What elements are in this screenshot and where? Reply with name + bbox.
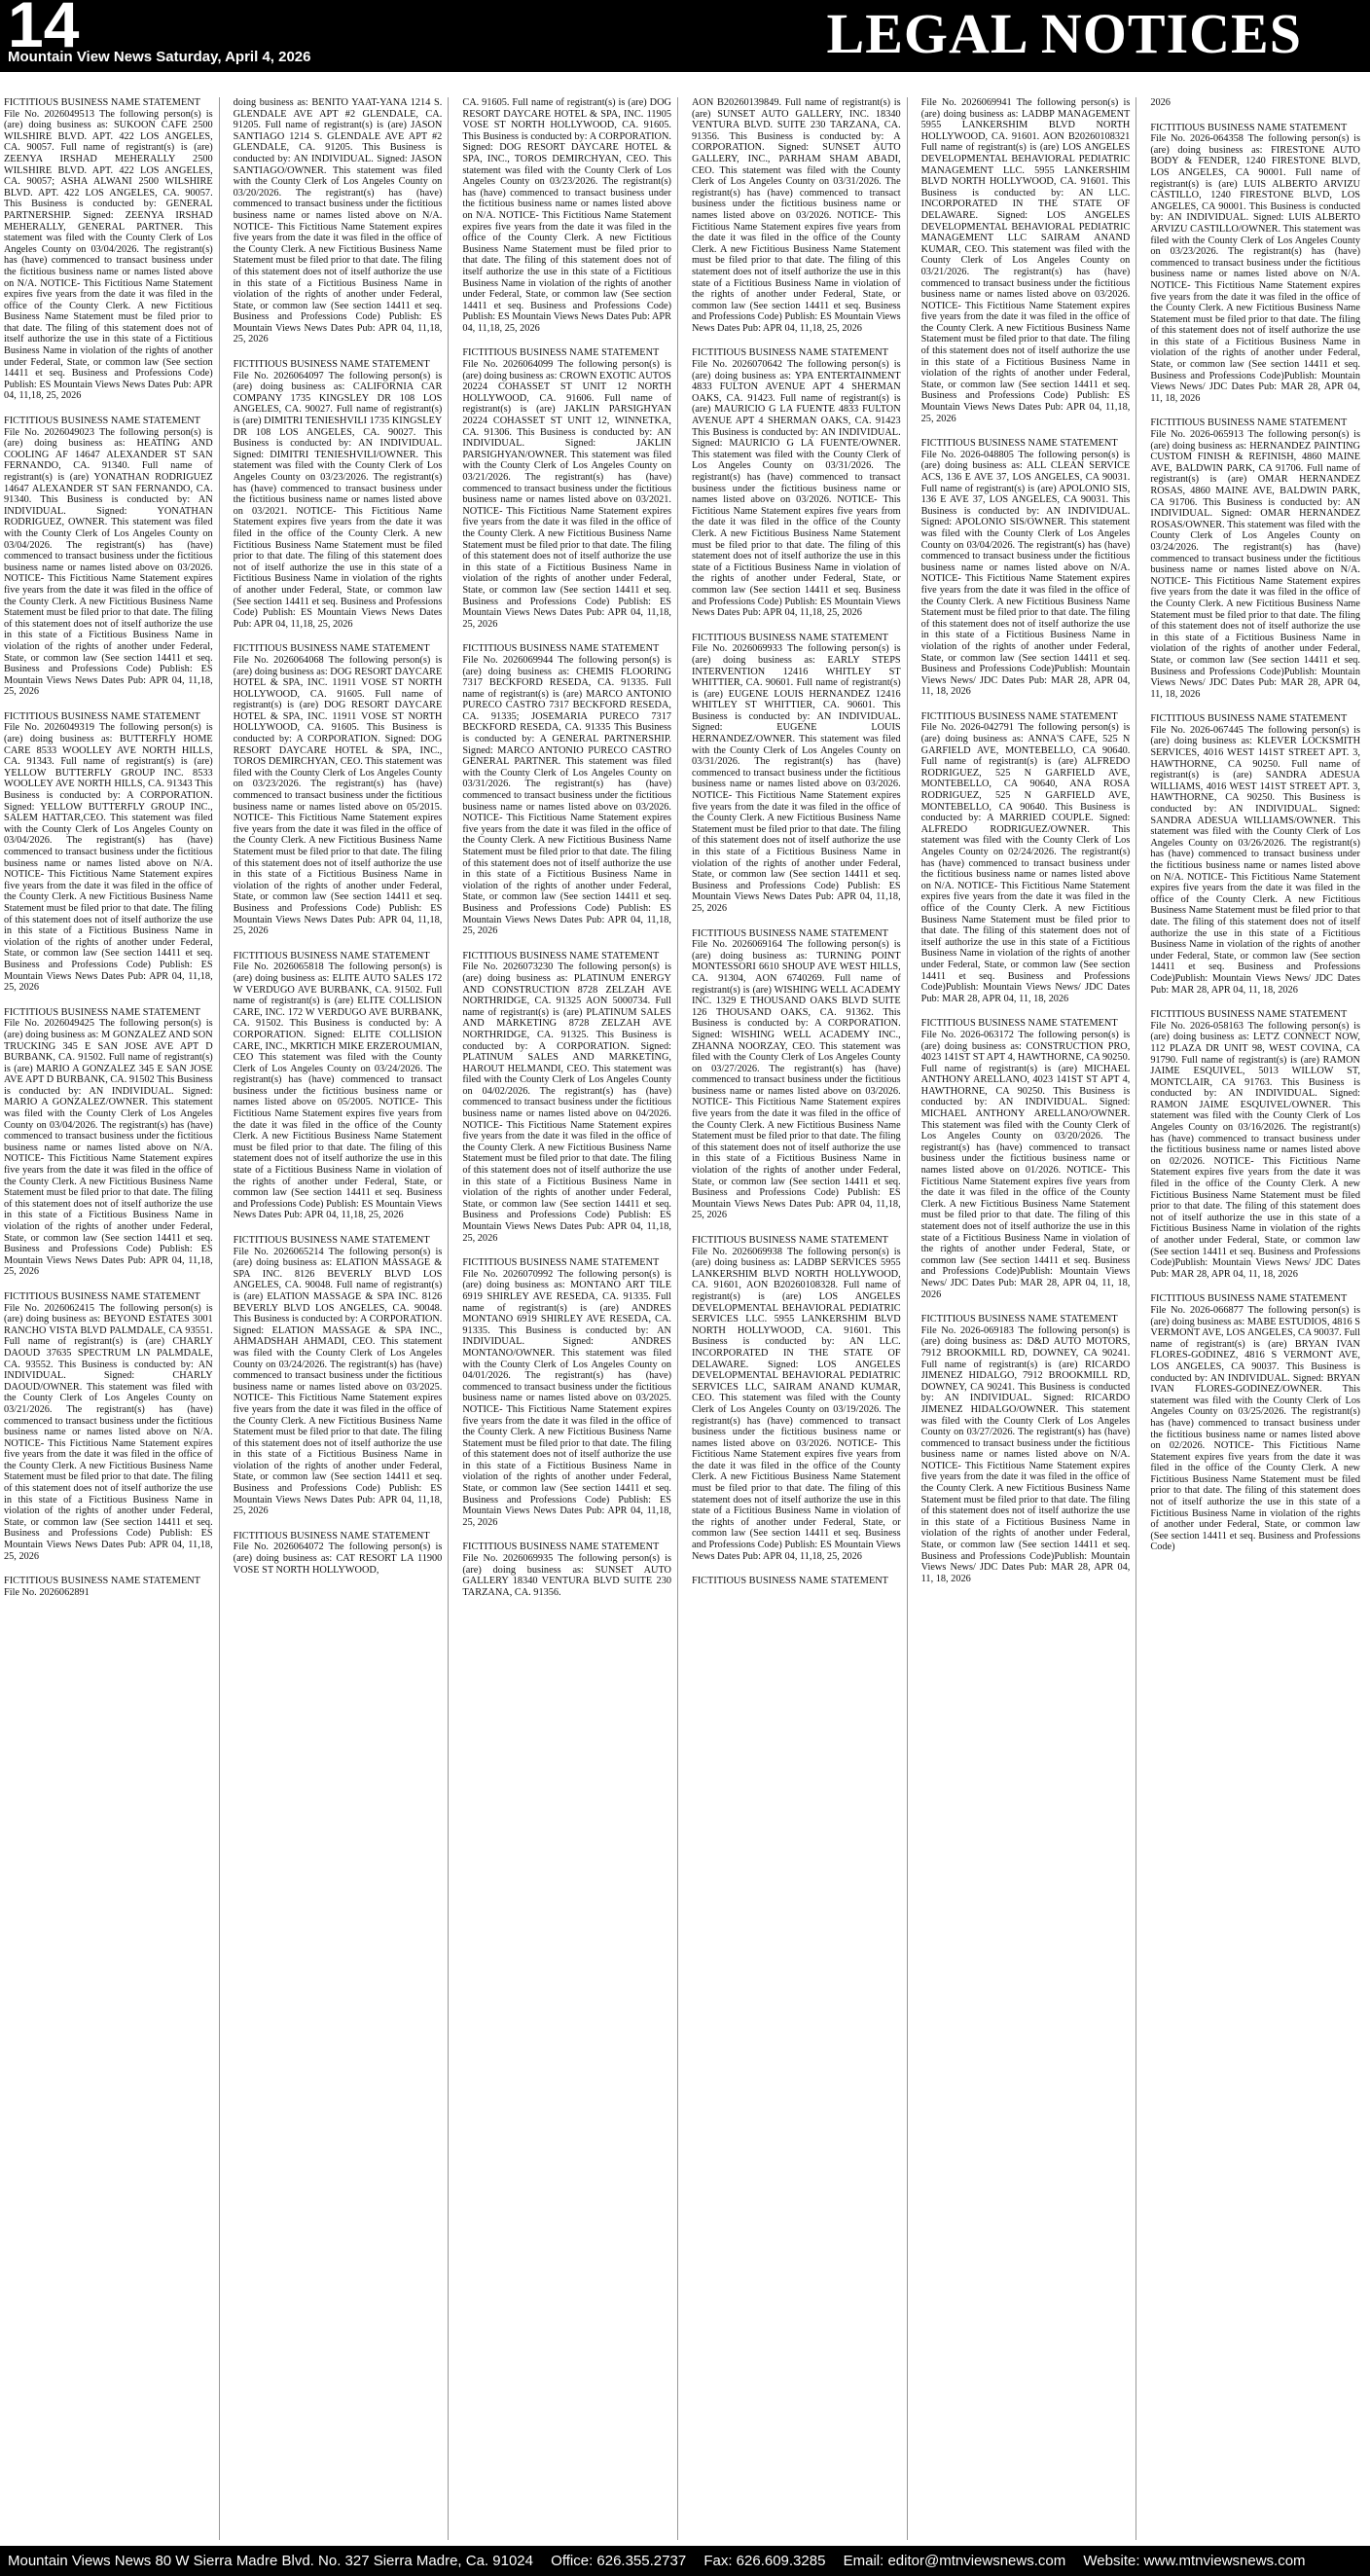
notice: [4, 1291, 213, 1562]
notice: [921, 438, 1131, 698]
notice: [234, 951, 443, 1221]
section-title: LEGAL NOTICES: [826, 2, 1302, 65]
notice: [462, 97, 671, 334]
notice: [462, 347, 671, 630]
notice-title: FICTITIOUS BUSINESS NAME STATEMENT: [1150, 417, 1348, 429]
notice: [692, 1235, 901, 1562]
notice: [692, 347, 901, 618]
notice-title: FICTITIOUS BUSINESS NAME STATEMENT: [4, 1290, 200, 1302]
notice-body: File No. 2026-058163 The following person(s) is (are) doing business as: LET'Z CONNECT NOW, 112 PLAZA DR UNIT 98, WEST COVINA, CA 91790. Full name of registrant(s) is (are) RAMON JAIME ESQUIVEL, 5013 WILLOW ST, MONTCLAIR, CA 91763. This Business is conducted by: AN INDIVIDUAL. Signed: RAMON JAIME ESQUIVEL/OWNER. This statement was filed with the County Clerk of Los Angeles County on 03/16/2026. The registrant(s) has (have) commenced to transact business under the fictitious business name or names listed above on 02/2026. NOTICE- This Fictitious Name Statement expires five years from the date it was filed in the office of the County Clerk. A new Fictitious Business Name Statement must be filed prior to that date. The filing of this statement does not of itself authorize the use in this state of a Fictitious Business Name in violation of the rights of another under Federal, State, or common law (See section 14411 et seq. Business and Professions Code)Publish: Mountain Views News/ JDC Dates Pub: MAR 28, APR 04, 11, 18, 2026: [1150, 1020, 1360, 1280]
notice-column: [921, 97, 1137, 2540]
notice-column: [462, 97, 678, 2540]
notice-body: File No. 2026-048805 The following person(s) is (are) doing business as: ALL CLEAN SERVICE ACS, 136 E AVE 37, LOS ANGELES, CA 90031. Full name of registrant(s) is (are) APOLONIO SIS, 136 E AVE 37, LOS ANGELES, CA 90031. This Business is conducted by: AN INDIVIDUAL. Signed: APOLONIO SIS/OWNER. This statement was filed with the County Clerk of Los Angeles County on 03/04/2026. The registrant(s) has (have) commenced to transact business under the fictitious business name or names listed above on N/A. NOTICE- This Fictitious Name Statement expires five years from the date it was filed in the office of the County Clerk. A new Fictitious Business Name Statement must be filed prior to that date. The filing of this statement does not of itself authorize the use in this state of a Fictitious Business Name in violation of the rights of another under Federal, State, or common law (See section 14411 et seq. Business and Professions Code)Publish: Mountain Views News/ JDC Dates Pub: MAR 28, APR 04, 11, 18, 2026: [920, 449, 1131, 698]
notice: [462, 951, 671, 1244]
notice-title: FICTITIOUS BUSINESS NAME STATEMENT: [4, 416, 200, 427]
notice: [921, 1018, 1131, 1300]
notice: [1150, 417, 1360, 700]
notice: [1150, 1293, 1360, 1553]
footer-address: Mountain Views News 80 W Sierra Madre Blvd. No. 327 Sierra Madre, Ca. 91024: [8, 2553, 533, 2569]
notice: [1150, 713, 1360, 996]
notice-body: doing business as: BENITO YAAT-YANA 1214 S. GLENDALE AVE APT #2 GLENDALE, CA. 91205. Full name of registrant(s) is (are) JASON SANTIAGO 1214 S. GLENDALE AVE APT #2 GLENDALE, CA. 91205. This Business is conducted by: AN INDIVIDUAL. Signed: JASON SANTIAGO/OWNER. This statement was filed with the County Clerk of Los Angeles County on 03/20/2026. The registrant(s) has (have) commenced to transact business under the fictitious business name or names listed above on N/A. NOTICE- This Fictitious Name Statement expires five years from the date it was filed in the office of the County Clerk. A new Fictitious Business Name Statement must be filed prior to that date. The filing of this statement does not of itself authorize the use in this state of a Fictitious Business Name in violation of the rights of another under Federal, State, or common law (See section 14411 et seq. Business and Professions Code) Publish: ES Mountain Views News Dates Pub: APR 04, 11,18, 25, 2026: [233, 97, 443, 345]
notice: [921, 711, 1131, 1004]
notice-body: File No. 2026049513 The following person(s) is (are) doing business as: SUKOON CAFE 2500 WILSHIRE BLVD. APT. 422 LOS ANGELES, CA. 90057. Full name of registrant(s) is (are) ZEENYA IRSHAD MEHERALLY 2500 WILSHIRE BLVD. APT. 422 LOS ANGELES, CA. 90057; ASHA ALWANI 2500 WILSHIRE BLVD. APT. 422 LOS ANGELES, CA. 90057. This Business is conducted by: GENERAL PARTNERSHIP. Signed: ZEENYA IRSHAD MEHERALLY, GENERAL PARTNER. This statement was filed with the County Clerk of Los Angeles County on 03/04/2026. The registrant(s) has (have) commenced to transact business under the fictitious business name or names listed above on N/A. NOTICE- This Fictitious Name Statement expires five years from the date it was filed in the office of the County Clerk. A new Fictitious Business Name Statement must be filed prior to that date. The filing of this statement does not of itself authorize the use in this state of a Fictitious Business Name in violation of the rights of another under Federal, State, or common law (See section 14411 et seq. Business and Professions Code) Publish: ES Mountain Views News Dates Pub: APR 04, 11,18, 25, 2026: [4, 108, 213, 402]
notice-body: File No. 2026069941 The following person(s) is (are) doing business as: LADBP MANAGEMENT 5955 LANKERSHIM BLVD NORTH HOLLYWOOD, CA. 91601. AON B20260108321 Full name of registrant(s) is (are) LOS ANGELES DEVELOPMENTAL BEHAVIORAL PEDIATRIC MANAGEMENT LLC. 5955 LANKERSHIM BLVD NORTH HOLLYWOOD, CA. 91601. This Business is conducted by: AN LLC. INCORPORATED IN THE STATE OF DELAWARE. Signed: LOS ANGELES DEVELOPMENTAL BEHAVIORAL PEDIATRIC MANAGEMENT LLC SAIRAM ANAND KUMAR, CEO. This statement was filed with the County Clerk of Los Angeles County on 03/21/2026. The registrant(s) has (have) commenced to transact business under the fictitious business name or names listed above on 03/2026. NOTICE- This Fictitious Name Statement expires five years from the date it was filed in the office of the County Clerk. A new Fictitious Business Name Statement must be filed prior to that date. The filing of this statement does not of itself authorize the use in this state of a Fictitious Business Name in violation of the rights of another under Federal, State, or common law (See section 14411 et seq. Business and Professions Code) Publish: ES Mountain Views News Dates Pub: APR 04, 11,18, 25, 2026: [920, 97, 1131, 424]
notice-title: FICTITIOUS BUSINESS NAME STATEMENT: [462, 643, 660, 655]
notice: [692, 1576, 901, 1587]
notice-title: FICTITIOUS BUSINESS NAME STATEMENT: [233, 359, 430, 371]
notice-column: [234, 97, 450, 2540]
notice: [1150, 1009, 1360, 1280]
notice-body: File No. 2026049425 The following person(s) is (are) doing business as: M GONZALEZ AND SON TRUCKING 345 E SAN JOSE AVE APT D BURBANK, CA. 91502. Full name of registrant(s) is (are) MARIO A GONZALEZ 345 E SAN JOSE AVE APT D BURBANK, CA. 91502 This Business is conducted by: AN INDIVIDUAL. Signed: MARIO A GONZALEZ/OWNER. This statement was filed with the County Clerk of Los Angeles County on 03/04/2026. The registrant(s) has (have) commenced to transact business under the fictitious business name or names listed above on N/A. NOTICE- This Fictitious Name Statement expires five years from the date it was filed in the office of the County Clerk. A new Fictitious Business Name Statement must be filed prior to that date. The filing of this statement does not of itself authorize the use in this state of a Fictitious Business Name in violation of the rights of another under Federal, State, or common law (See section 14411 et seq. Business and Professions Code) Publish: ES Mountain Views News Dates Pub: APR 04, 11,18, 25, 2026: [4, 1018, 213, 1278]
notice-body: File No. 2026-065913 The following person(s) is (are) doing business as: HERNANDEZ PAINTING CUSTOM FINISH & REFINISH, 4860 MAINE AVE, BALDWIN PARK, CA 91706. Full name of registrant(s) is (are) OMAR HERNANDEZ ROSAS, 4860 MAINE AVE, BALDWIN PARK, CA 91706. This Business is conducted by: AN INDIVIDUAL. Signed: OMAR HERNANDEZ ROSAS/OWNER. This statement was filed with the County Clerk of Los Angeles County on 03/24/2026. The registrant(s) has (have) commenced to transact business under the fictitious business name or names listed above on N/A. NOTICE- This Fictitious Name Statement expires five years from the date it was filed in the office of the County Clerk. A new Fictitious Business Name Statement must be filed prior to that date. The filing of this statement does not of itself authorize the use in this state of a Fictitious Business Name in violation of the rights of another under Federal, State, or common law (See section 14411 et seq. Business and Professions Code)Publish: Mountain Views News/ JDC Dates Pub: MAR 28, APR 04, 11, 18, 2026: [1150, 429, 1360, 700]
notice: [4, 97, 213, 402]
footer-website: Website: www.mtnviewsnews.com: [1083, 2553, 1306, 2569]
notice-body: File No. 2026-069183 The following person(s) is (are) doing business as: D&D AUTO MOTORS, 7912 BROOKMILL RD, DOWNEY, CA 90241. Full name of registrant(s) is (are) RICARDO JIMENEZ HIDALGO, 7912 BROOKMILL RD, DOWNEY, CA 90241. This Business is conducted by: AN INDIVIDUAL. Signed: RICARDO JIMENEZ HIDALGO/OWNER. This statement was filed with the County Clerk of Los Angeles County on 03/27/2026. The registrant(s) has (have) commenced to transact business under the fictitious business name or names listed above on N/A. NOTICE- This Fictitious Name Statement expires five years from the date it was filed in the office of the County Clerk. A new Fictitious Business Name Statement must be filed prior to that date. The filing of this statement does not of itself authorize the use in this state of a Fictitious Business Name in violation of the rights of another under Federal, State, or common law (See section 14411 et seq. Business and Professions Code)Publish: Mountain Views News/ JDC Dates Pub: MAR 28, APR 04, 11, 18, 2026: [920, 1324, 1131, 1584]
notice-title: FICTITIOUS BUSINESS NAME STATEMENT: [462, 1257, 660, 1269]
notice-title: FICTITIOUS BUSINESS NAME STATEMENT: [1150, 122, 1348, 133]
notice-title: FICTITIOUS BUSINESS NAME STATEMENT: [692, 927, 888, 939]
legal-notices-columns: [4, 97, 1366, 2540]
notice: [462, 1257, 671, 1528]
notice-body: AON B20260139849. Full name of registrant(s) is (are) SUNSET AUTO GALLERY, INC. 18340 VENTURA BLVD. SUITE 230 TARZANA, CA. 91356. This Business is conducted by: A CORPORATION. Signed: SUNSET AUTO GALLERY, INC., PARHAM SHAM ABADI, CEO. This statement was filed with the County Clerk of Los Angeles County on 03/31/2026. The registrant(s) has (have) commenced to transact business under the fictitious business name or names listed above on 03/2026. NOTICE- This Fictitious Name Statement expires five years from the date it was filed in the office of the County Clerk. A new Fictitious Business Name Statement must be filed prior to that date. The filing of this statement does not of itself authorize the use in this state of a Fictitious Business Name in violation of the rights of another under Federal, State, or common law (See section 14411 et seq. Business and Professions Code) Publish: ES Mountain Views News Dates Pub: APR 04, 11,18, 25, 2026: [692, 97, 901, 334]
notice-body: File No. 2026069944 The following person(s) is (are) doing business as: CHEMIS FLOORING 7317 BECKFORD RESEDA, CA. 91335. Full name of registrant(s) is (are) MARCO ANTONIO PURECO CASTRO 7317 BECKFORD RESEDA, CA. 91335; JOSEMARIA PURECO 7317 BECKFORD RESEDA, CA. 91335 This Business is conducted by: A GENERAL PARTNERSHIP. Signed: MARCO ANTONIO PURECO CASTRO GENERAL PARTNER. This statement was filed with the County Clerk of Los Angeles County on 03/31/2026. The registrant(s) has (have) commenced to transact business under the fictitious business name or names listed above on 03/2026. NOTICE- This Fictitious Name Statement expires five years from the date it was filed in the office of the County Clerk. A new Fictitious Business Name Statement must be filed prior to that date. The filing of this statement does not of itself authorize the use in this state of a Fictitious Business Name in violation of the rights of another under Federal, State, or common law (See section 14411 et seq. Business and Professions Code) Publish: ES Mountain Views News Dates Pub: APR 04, 11,18, 25, 2026: [462, 654, 671, 937]
notice: [234, 1235, 443, 1517]
notice-body: File No. 2026064097 The following person(s) is (are) doing business as: CALIFORNIA CAR COMPANY 1735 KINGSLEY DR 108 LOS ANGELES, CA. 90027. Full name of registrant(s) is (are) DIMITRI TENIESHVILI 1735 KINGSLEY DR 108 LOS ANGELES, CA. 90027. This Business is conducted by: AN INDIVIDUAL. Signed: DIMITRI TENIESHVILI/OWNER. This statement was filed with the County Clerk of Los Angeles County on 03/23/2026. The registrant(s) has (have) commenced to transact business under the fictitious business name or names listed above on 03/2021. NOTICE- This Fictitious Name Statement expires five years from the date it was filed in the office of the County Clerk. A new Fictitious Business Name Statement must be filed prior to that date. The filing of this statement does not of itself authorize the use in this state of a Fictitious Business Name in violation of the rights of another under Federal, State, or common law (See section 14411 et seq. Business and Professions Code) Publish: ES Mountain Views News Dates Pub: APR 04, 11,18, 25, 2026: [233, 370, 443, 630]
notice: [692, 633, 901, 915]
notice-title: FICTITIOUS BUSINESS NAME STATEMENT: [462, 950, 660, 961]
notice-body: File No. 2026069933 The following person(s) is (are) doing business as: EARLY STEPS INTERVENTION 12416 WHITLEY ST WHITTIER, CA. 90601. Full name of registrant(s) is (are) EUGENE LOUIS HERNANDEZ 12416 WHITLEY ST WHITTIER, CA. 90601. This Business is conducted by: AN INDIVIDUAL. Signed: EUGENE LOUIS HERNANDEZ/OWNER. This statement was filed with the County Clerk of Los Angeles County on 03/31/2026. The registrant(s) has (have) commenced to transact business under the fictitious business name or names listed above on 03/2026. NOTICE- This Fictitious Name Statement expires five years from the date it was filed in the office of the County Clerk. A new Fictitious Business Name Statement must be filed prior to that date. The filing of this statement does not of itself authorize the use in this state of a Fictitious Business Name in violation of the rights of another under Federal, State, or common law (See section 14411 et seq. Business and Professions Code) Publish: ES Mountain Views News Dates Pub: APR 04, 11,18, 25, 2026: [692, 643, 901, 914]
notice: [692, 928, 901, 1221]
notice-body: File No. 2026049319 The following person(s) is (are) doing business as: BUTTERFLY HOME CARE 8533 WOOLLEY AVE NORTH HILLS, CA. 91343. Full name of registrant(s) is (are) YELLOW BUTTERFLY GROUP INC. 8533 WOOLLEY AVE NORTH HILLS, CA. 91343 This Business is conducted by: A CORPORATION. Signed: YELLOW BUTTERFLY GROUP INC., SALEM HATTAR,CEO. This statement was filed with the County Clerk of Los Angeles County on 03/04/2026. The registrant(s) has (have) commenced to transact business under the fictitious business name or names listed above on N/A. NOTICE- This Fictitious Name Statement expires five years from the date it was filed in the office of the County Clerk. A new Fictitious Business Name Statement must be filed prior to that date. The filing of this statement does not of itself authorize the use in this state of a Fictitious Business Name in violation of the rights of another under Federal, State, or common law (See section 14411 et seq. Business and Professions Code) Publish: ES Mountain Views News Dates Pub: APR 04, 11,18, 25, 2026: [4, 722, 213, 994]
footer-office-phone: Office: 626.355.2737: [551, 2553, 687, 2569]
notice: [462, 1542, 671, 1598]
notice: [234, 359, 443, 630]
notice-body: File No. 2026069938 The following person(s) is (are) doing business as: LADBP SERVICES 5955 LANKERSHIM BLVD NORTH HOLLYWOOD, CA. 91601, AON B20260108328. Full name of registrant(s) is (are) LOS ANGELES DEVELOPMENTAL BEHAVIORAL PEDIATRIC SERVICES LLC. 5955 LANKERSHIM BLVD NORTH HOLLYWOOD, CA. 91601. This Business is conducted by: AN LLC. INCORPORATED IN THE STATE OF DELAWARE. Signed: LOS ANGELES DEVELOPMENTAL BEHAVIORAL PEDIATRIC SERVICES LLC, SAIRAM ANAND KUMAR, CEO. This statement was filed with the County Clerk of Los Angeles County on 03/19/2026. The registrant(s) has (have) commenced to transact business under the fictitious business name or names listed above on 03/2026. NOTICE- This Fictitious Name Statement expires five years from the date it was filed in the office of the County Clerk. A new Fictitious Business Name Statement must be filed prior to that date. The filing of this statement does not of itself authorize the use in this state of a Fictitious Business Name in violation of the rights of another under Federal, State, or common law (See section 14411 et seq. Business and Professions Code) Publish: ES Mountain Views News Dates Pub: APR 04, 11,18, 25, 2026: [692, 1246, 901, 1562]
notice-title: FICTITIOUS BUSINESS NAME STATEMENT: [692, 1235, 888, 1246]
notice-title: FICTITIOUS BUSINESS NAME STATEMENT: [920, 1018, 1118, 1030]
notice: [234, 643, 443, 936]
notice: [4, 711, 213, 994]
notice-title: FICTITIOUS BUSINESS NAME STATEMENT: [462, 347, 660, 359]
notice-column: [1150, 97, 1366, 2540]
notice-body: File No. 2026064068 The following person(s) is (are) doing business as: DOG RESORT DAYCARE HOTEL & SPA, INC. 11911 VOSE ST NORTH HOLLYWOOD, CA. 91605. Full name of registrant(s) is (are) DOG RESORT DAYCARE HOTEL & SPA, INC. 11911 VOSE ST NORTH HOLLYWOOD, CA. 91605. This Business is conducted by: A CORPORATION. Signed: DOG RESORT DAYCARE HOTEL & SPA, INC., TOROS DEMIRCHYAN, CEO. This statement was filed with the County Clerk of Los Angeles County on 03/23/2026. The registrant(s) has (have) commenced to transact business under the fictitious business name or names listed above on 05/2015. NOTICE- This Fictitious Name Statement expires five years from the date it was filed in the office of the County Clerk. A new Fictitious Business Name Statement must be filed prior to that date. The filing of this statement does not of itself authorize the use in this state of a Fictitious Business Name in violation of the rights of another under Federal, State, or common law (See section 14411 et seq. Business and Professions Code) Publish: ES Mountain Views News Dates Pub: APR 04, 11,18, 25, 2026: [233, 654, 443, 937]
notice-body: File No. 2026-063172 The following person(s) is (are) doing business as: CONSTRUCTION PRO, 4023 141ST ST APT 4, HAWTHORNE, CA 90250. Full name of registrant(s) is (are) MICHAEL ANTHONY ARELLANO, 4023 141ST ST APT 4, HAWTHORNE, CA 90250. This Business is conducted by: AN INDIVIDUAL. Signed: MICHAEL ANTHONY ARELLANO/OWNER. This statement was filed with the County Clerk of Los Angeles County on 03/20/2026. The registrant(s) has (have) commenced to transact business under the fictitious business name or names listed above on 01/2026. NOTICE- This Fictitious Name Statement expires five years from the date it was filed in the office of the County Clerk. A new Fictitious Business Name Statement must be filed prior to that date. The filing of this statement does not of itself authorize the use in this state of a Fictitious Business Name in violation of the rights of another under Federal, State, or common law (See section 14411 et seq. Business and Professions Code)Publish: Mountain Views News/ JDC Dates Pub: MAR 28, APR 04, 11, 18, 2026: [920, 1029, 1131, 1300]
notice-title: FICTITIOUS BUSINESS NAME STATEMENT: [233, 1530, 430, 1542]
notice: [921, 1314, 1131, 1584]
page-number: 14: [8, 0, 80, 60]
notice: [1150, 123, 1360, 405]
notice-title: FICTITIOUS BUSINESS NAME STATEMENT: [1150, 1293, 1348, 1305]
notice: [4, 1576, 213, 1598]
notice-title: FICTITIOUS BUSINESS NAME STATEMENT: [462, 1542, 660, 1553]
notice-title: FICTITIOUS BUSINESS NAME STATEMENT: [4, 1576, 200, 1587]
notice-column: [692, 97, 908, 2540]
notice-title: FICTITIOUS BUSINESS NAME STATEMENT: [233, 1235, 430, 1246]
footer-email: Email: editor@mtnviewsnews.com: [843, 2553, 1066, 2569]
notice-title: FICTITIOUS BUSINESS NAME STATEMENT: [4, 1006, 200, 1018]
notice: [4, 416, 213, 698]
notice-body: 2026: [1150, 97, 1171, 108]
notice-title: FICTITIOUS BUSINESS NAME STATEMENT: [920, 438, 1118, 450]
notice-title: FICTITIOUS BUSINESS NAME STATEMENT: [4, 97, 200, 108]
notice-title: FICTITIOUS BUSINESS NAME STATEMENT: [692, 1576, 888, 1587]
notice-title: FICTITIOUS BUSINESS NAME STATEMENT: [4, 710, 200, 722]
notice: [462, 643, 671, 936]
notice: [234, 1531, 443, 1576]
notice: [1150, 97, 1360, 109]
notice-title: FICTITIOUS BUSINESS NAME STATEMENT: [920, 1314, 1118, 1325]
notice-body: File No. 2026-067445 The following person(s) is (are) doing business as: KLEVER LOCKSMITH SERVICES, 4016 WEST 141ST STREET APT. 3, HAWTHORNE, CA 90250. Full name of registrant(s) is (are) SANDRA ADESUA WILLIAMS, 4016 WEST 141ST STREET APT. 3, HAWTHORNE, CA 90250. This Business is conducted by: AN INDIVIDUAL. Signed: SANDRA ADESUA WILLIAMS/OWNER. This statement was filed with the County Clerk of Los Angeles County on 03/26/2026. The registrant(s) has (have) commenced to transact business under the fictitious business name or names listed above on N/A. NOTICE- This Fictitious Name Statement expires five years from the date it was filed in the office of the County Clerk. A new Fictitious Business Name Statement must be filed prior to that date. The filing of this statement does not of itself authorize the use in this state of a Fictitious Business Name in violation of the rights of another under Federal, State, or common law (See section 14411 et seq. Business and Professions Code)Publish: Mountain Views News/ JDC Dates Pub: MAR 28, APR 04, 11, 18, 2026: [1150, 724, 1360, 996]
notice-title: FICTITIOUS BUSINESS NAME STATEMENT: [1150, 713, 1348, 725]
notice-body: File No. 2026064099 The following person(s) is (are) doing business as: CROWN EXOTIC AUTOS 20224 COHASSET ST UNIT 12 NORTH HOLLYWOOD, CA. 91606. Full name of registrant(s) is (are) JAKLIN PARSIGHYAN 20224 COHASSET ST UNIT 12, WINNETKA, CA. 91306. This Business is conducted by: AN INDIVIDUAL. Signed: JAKLIN PARSIGHYAN/OWNER. This statement was filed with the County Clerk of Los Angeles County on 03/21/2026. The registrant(s) has (have) commenced to transact business under the fictitious business name or names listed above on 03/2021. NOTICE- This Fictitious Name Statement expires five years from the date it was filed in the office of the County Clerk. A new Fictitious Business Name Statement must be filed prior to that date. The filing of this statement does not of itself authorize the use in this state of a Fictitious Business Name in violation of the rights of another under Federal, State, or common law (See section 14411 et seq. Business and Professions Code) Publish: ES Mountain Views News Dates Pub: APR 04, 11,18, 25, 2026: [462, 359, 671, 630]
notice-body: File No. 2026073230 The following person(s) is (are) doing business as: PLATINUM ENERGY AND CONSTRUCTION 8728 ZELZAH AVE NORTHRIDGE, CA. 91325 AON 5000734. Full name of registrant(s) is (are) PLATINUM SALES AND MARKETING 8728 ZELZAH AVE NORTHRIDGE, CA. 91325. This Business is conducted by: A CORPORATION. Signed: PLATINUM SALES AND MARKETING, HAROUT HELMANDI, CEO. This statement was filed with the County Clerk of Los Angeles County on 04/02/2026. The registrant(s) has (have) commenced to transact business under the fictitious business name or names listed above on 04/2026. NOTICE- This Fictitious Name Statement expires five years from the date it was filed in the office of the County Clerk. A new Fictitious Business Name Statement must be filed prior to that date. The filing of this statement does not of itself authorize the use in this state of a Fictitious Business Name in violation of the rights of another under Federal, State, or common law (See section 14411 et seq. Business and Professions Code) Publish: ES Mountain Views News Dates Pub: APR 04, 11,18, 25, 2026: [462, 961, 671, 1244]
notice-body: CA. 91605. Full name of registrant(s) is (are) DOG RESORT DAYCARE HOTEL & SPA, INC. 11905 VOSE ST NORTH HOLLYWOOD, CA. 91605. This Business is conducted by: A CORPORATION. Signed: DOG RESORT DAYCARE HOTEL & SPA, INC., TOROS DEMIRCHYAN, CEO. This statement was filed with the County Clerk of Los Angeles County on 03/23/2026. The registrant(s) has (have) commenced to transact business under the fictitious business name or names listed above on N/A. NOTICE- This Fictitious Name Statement expires five years from the date it was filed in the office of the County Clerk. A new Fictitious Business Name Statement must be filed prior to that date. The filing of this statement does not of itself authorize the use in this state of a Fictitious Business Name in violation of the rights of another under Federal, State, or common law (See section 14411 et seq. Business and Professions Code) Publish: ES Mountain Views News Dates Pub: APR 04, 11,18, 25, 2026: [462, 97, 671, 334]
notice: [692, 97, 901, 334]
notice-body: File No. 2026064072 The following person(s) is (are) doing business as: CAT RESORT LA 11900 VOSE ST NORTH HOLLYWOOD,: [233, 1542, 443, 1576]
notice: [921, 97, 1131, 424]
notice-body: File No. 2026065818 The following person(s) is (are) doing business as: ELITE AUTO SALES 172 W VERDUGO AVE BURBANK, CA. 91502. Full name of registrant(s) is (are) ELITE COLLISION CARE, INC. 172 W VERDUGO AVE BURBANK, CA. 91502. This Business is conducted by: A CORPORATION. Signed: ELITE COLLISION CARE, INC., MKRTICH MIKE ERZEROUMIAN, CEO This statement was filed with the County Clerk of Los Angeles County on 03/24/2026. The registrant(s) has (have) commenced to transact business under the fictitious business name or names listed above on 05/2005. NOTICE- This Fictitious Name Statement expires five years from the date it was filed in the office of the County Clerk. A new Fictitious Business Name Statement must be filed prior to that date. The filing of this statement does not of itself authorize the use in this state of a Fictitious Business Name in violation of the rights of another under Federal, State, or common law (See section 14411 et seq. Business and Professions Code) Publish: ES Mountain Views News Dates Pub: APR 04, 11,18, 25, 2026: [233, 961, 443, 1221]
notice-title: FICTITIOUS BUSINESS NAME STATEMENT: [1150, 1009, 1348, 1021]
publication-dateline: Mountain View News Saturday, April 4, 2026: [8, 49, 311, 65]
notice-body: File No. 2026062415 The following person(s) is (are) doing business as: BEYOND ESTATES 3001 RANCHO VISTA BLVD PALMDALE, CA 93551. Full name of registrant(s) is (are) CHARLY DAOUD 37635 SPECTRUM LN PALMDALE, CA. 93552. This Business is conducted by: AN INDIVIDUAL. Signed: CHARLY DAOUD/OWNER. This statement was filed with the County Clerk of Los Angeles County on 03/21/2026. The registrant(s) has (have) commenced to transact business under the fictitious business name or names listed above on N/A. NOTICE- This Fictitious Name Statement expires five years from the date it was filed in the office of the County Clerk. A new Fictitious Business Name Statement must be filed prior to that date. The filing of this statement does not of itself authorize the use in this state of a Fictitious Business Name in violation of the rights of another under Federal, State, or common law (See section 14411 et seq. Business and Professions Code) Publish: ES Mountain Views News Dates Pub: APR 04, 11,18, 25, 2026: [4, 1302, 213, 1562]
footer-fax: Fax: 626.609.3285: [703, 2553, 826, 2569]
notice-body: File No. 2026069164 The following person(s) is (are) doing business as: TURNING POINT MONTESSORI 6610 SHOUP AVE WEST HILLS, CA. 91304, AON 6740269. Full name of registrant(s) is (are) WISHING WELL ACADEMY INC. 1329 E THOUSAND OAKS BLVD SUITE 126 THOUSAND OAKS, CA. 91362. This Business is conducted by: A CORPORATION. Signed: WISHING WELL ACADEMY INC., ZHANNA NOORZAY, CEO. This statement was filed with the County Clerk of Los Angeles County on 03/27/2026. The registrant(s) has (have) commenced to transact business under the fictitious business name or names listed above on 03/2026. NOTICE- This Fictitious Name Statement expires five years from the date it was filed in the office of the County Clerk. A new Fictitious Business Name Statement must be filed prior to that date. The filing of this statement does not of itself authorize the use in this state of a Fictitious Business Name in violation of the rights of another under Federal, State, or common law (See section 14411 et seq. Business and Professions Code) Publish: ES Mountain Views News Dates Pub: APR 04, 11,18, 25, 2026: [692, 939, 901, 1221]
notice-column: [4, 97, 220, 2540]
footer: [0, 2546, 1370, 2576]
notice-body: File No. 2026069935 The following person(s) is (are) doing business as: SUNSET AUTO GALLERY 18340 VENTURA BLVD SUITE 230 TARZANA, CA. 91356.: [462, 1553, 671, 1598]
notice: [4, 1007, 213, 1278]
notice-body: File No. 2026-066877 The following person(s) is (are) doing business as: MABE ESTUDIOS, 4816 S VERMONT AVE, LOS ANGELES, CA 90037. Full name of registrant(s) is (are) BRYAN IVAN FLORES-GODINEZ, 4816 S VERMONT AVE, LOS ANGELES, CA 90037. This Business is conducted by: AN INDIVIDUAL. Signed: BRYAN IVAN FLORES-GODINEZ/OWNER. This statement was filed with the County Clerk of Los Angeles County on 03/25/2026. The registrant(s) has (have) commenced to transact business under the fictitious business name or names listed above on 02/2026. NOTICE- This Fictitious Name Statement expires five years from the date it was filed in the office of the County Clerk. A new Fictitious Business Name Statement must be filed prior to that date. The filing of this statement does not of itself authorize the use in this state of a Fictitious Business Name in violation of the rights of another under Federal, State, or common law (See section 14411 et seq. Business and Professions Code): [1150, 1304, 1360, 1553]
notice-body: File No. 2026-064358 The following person(s) is (are) doing business as: FIRESTONE AUTO BODY & FENDER, 1240 FIRESTONE BLVD, LOS ANGELES, CA 90001. Full name of registrant(s) is (are) LUIS ALBERTO ARVIZU CASTILLO, 1240 FIRESTONE BLVD, LOS ANGELES, CA 90001. This Business is conducted by: AN INDIVIDUAL. Signed: LUIS ALBERTO ARVIZU CASTILLO/OWNER. This statement was filed with the County Clerk of Los Angeles County on 03/23/2026. The registrant(s) has (have) commenced to transact business under the fictitious business name or names listed above on N/A. NOTICE- This Fictitious Name Statement expires five years from the date it was filed in the office of the County Clerk. A new Fictitious Business Name Statement must be filed prior to that date. The filing of this statement does not of itself authorize the use in this state of a Fictitious Business Name in violation of the rights of another under Federal, State, or common law (See section 14411 et seq. Business and Professions Code)Publish: Mountain Views News/ JDC Dates Pub: MAR 28, APR 04, 11, 18, 2026: [1150, 133, 1360, 404]
notice-body: File No. 2026062891: [4, 1586, 90, 1598]
notice-title: FICTITIOUS BUSINESS NAME STATEMENT: [692, 347, 888, 359]
notice-title: FICTITIOUS BUSINESS NAME STATEMENT: [233, 950, 430, 961]
notice-body: File No. 2026-042791 The following person(s) is (are) doing business as: ANNA'S CAFE, 525 N GARFIELD AVE, MONTEBELLO, CA 90640. Full name of registrant(s) is (are) ALFREDO RODRIGUEZ, 525 N GARFIELD AVE, MONTEBELLO, CA 90640, ANA ROSA RODRIGUEZ, 525 N GARFIELD AVE, MONTEBELLO, CA 90640. This Business is conducted by: A MARRIED COUPLE. Signed: ALFREDO RODRIGUEZ/OWNER. This statement was filed with the County Clerk of Los Angeles County on 02/24/2026. The registrant(s) has (have) commenced to transact business under the fictitious business name or names listed above on N/A. NOTICE- This Fictitious Name Statement expires five years from the date it was filed in the office of the County Clerk. A new Fictitious Business Name Statement must be filed prior to that date. The filing of this statement does not of itself authorize the use in this state of a Fictitious Business Name in violation of the rights of another under Federal, State, or common law (See section 14411 et seq. Business and Professions Code)Publish: Mountain Views News/ JDC Dates Pub: MAR 28, APR 04, 11, 18, 2026: [920, 722, 1131, 1004]
masthead: [0, 0, 1370, 72]
notice: [234, 97, 443, 345]
notice-title: FICTITIOUS BUSINESS NAME STATEMENT: [233, 643, 430, 655]
notice-body: File No. 2026070642 The following person(s) is (are) doing business as: YPA ENTERTAINMENT 4833 FULTON AVENUE APT 4 SHERMAN OAKS, CA. 91423. Full name of registrant(s) is (are) MAURICIO G LA FUENTE 4833 FULTON AVENUE APT 4 SHERMAN OAKS, CA. 91423 This Business is conducted by: AN INDIVIDUAL. Signed: MAURICIO G LA FUENTE/OWNER. This statement was filed with the County Clerk of Los Angeles County on 03/31/2026. The registrant(s) has (have) commenced to transact business under the fictitious business name or names listed above on 03/2026. NOTICE- This Fictitious Name Statement expires five years from the date it was filed in the office of the County Clerk. A new Fictitious Business Name Statement must be filed prior to that date. The filing of this statement does not of itself authorize the use in this state of a Fictitious Business Name in violation of the rights of another under Federal, State, or common law (See section 14411 et seq. Business and Professions Code) Publish: ES Mountain Views News Dates Pub: APR 04, 11,18, 25, 2026: [692, 359, 901, 619]
notice-body: File No. 2026070992 The following person(s) is (are) doing business as: MONTANO ART TILE 6919 SHIRLEY AVE RESEDA, CA. 91335. Full name of registrant(s) is (are) ANDRES MONTANO 6919 SHIRLEY AVE RESEDA, CA. 91335. This Business is conducted by: AN INDIVIDUAL. Signed: ANDRES MONTANO/OWNER. This statement was filed with the County Clerk of Los Angeles County on 04/01/2026. The registrant(s) has (have) commenced to transact business under the fictitious business name or names listed above on 03/2025. NOTICE- This Fictitious Name Statement expires five years from the date it was filed in the office of the County Clerk. A new Fictitious Business Name Statement must be filed prior to that date. The filing of this statement does not of itself authorize the use in this state of a Fictitious Business Name in violation of the rights of another under Federal, State, or common law (See section 14411 et seq. Business and Professions Code) Publish: ES Mountain Views News Dates Pub: APR 04, 11,18, 25, 2026: [462, 1268, 671, 1528]
notice-body: File No. 2026049023 The following person(s) is (are) doing business as: HEATING AND COOLING AF 14647 ALEXANDER ST SAN FERNANDO, CA. 91340. Full name of registrant(s) is (are) YONATHAN RODRIGUEZ 14647 ALEXANDER ST SAN FERNANDO, CA. 91340. This Business is conducted by: AN INDIVIDUAL. Signed: YONATHAN RODRIGUEZ, OWNER. This statement was filed with the County Clerk of Los Angeles County on 03/04/2026. The registrant(s) has (have) commenced to transact business under the fictitious business name or names listed above on 03/2026. NOTICE- This Fictitious Name Statement expires five years from the date it was filed in the office of the County Clerk. A new Fictitious Business Name Statement must be filed prior to that date. The filing of this statement does not of itself authorize the use in this state of a Fictitious Business Name in violation of the rights of another under Federal, State, or common law (See section 14411 et seq. Business and Professions Code) Publish: ES Mountain Views News Dates Pub: APR 04, 11,18, 25, 2026: [4, 426, 213, 698]
notice-title: FICTITIOUS BUSINESS NAME STATEMENT: [920, 710, 1118, 722]
notice-body: File No. 2026065214 The following person(s) is (are) doing business as: ELATION MASSAGE & SPA INC. 8126 BEVERLY BLVD LOS ANGELES, CA. 90048. Full name of registrant(s) is (are) ELATION MASSAGE & SPA INC. 8126 BEVERLY BLVD LOS ANGELES, CA. 90048. This Business is conducted by: A CORPORATION. Signed: ELATION MASSAGE & SPA INC., AHMADSHAH AHMADI, CEO. This statement was filed with the County Clerk of Los Angeles County on 03/24/2026. The registrant(s) has (have) commenced to transact business under the fictitious business name or names listed above on 03/2025. NOTICE- This Fictitious Name Statement expires five years from the date it was filed in the office of the County Clerk. A new Fictitious Business Name Statement must be filed prior to that date. The filing of this statement does not of itself authorize the use in this state of a Fictitious Business Name in violation of the rights of another under Federal, State, or common law (See section 14411 et seq. Business and Professions Code) Publish: ES Mountain Views News Dates Pub: APR 04, 11,18, 25, 2026: [233, 1246, 443, 1517]
notice-title: FICTITIOUS BUSINESS NAME STATEMENT: [692, 632, 888, 643]
